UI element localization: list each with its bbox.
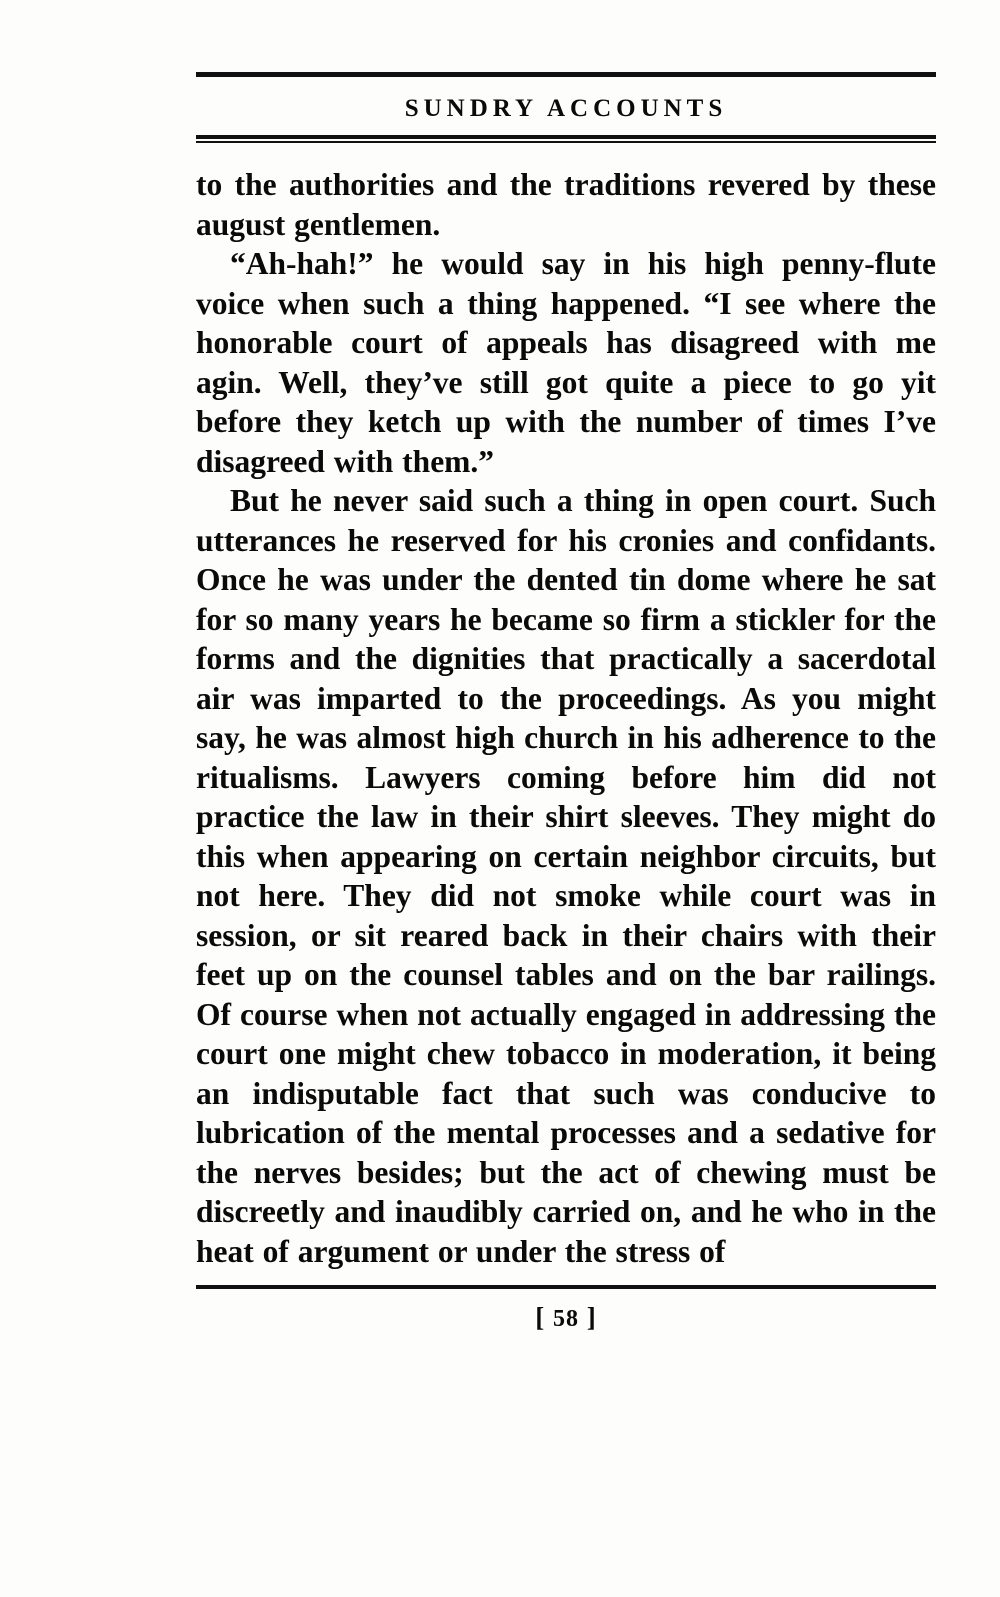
page-content — [196, 72, 936, 1333]
folio-close-bracket: ] — [586, 1302, 597, 1332]
folio-open-bracket: [ — [535, 1302, 546, 1332]
running-head: SUNDRY ACCOUNTS — [404, 95, 728, 122]
folio-number: 58 — [553, 1306, 579, 1332]
body-text — [196, 165, 936, 1271]
paragraph-3: But he never said such a thing in open court. Such utterances he reserved for his cronies and confidants. Once he was under the dented tin dome where he sat for so many years he became so firm a stickler for the forms and the dignities that practically a sacerdotal air was imparted to the proceedings. As you might say, he was almost high church in his adherence to the ritualisms. Lawyers coming before him did not practice the law in their shirt sleeves. They might do this when appearing on certain neighbor circuits, but not here. They did not smoke while court was in session, or sit reared back in their chairs with their feet up on the counsel tables and on the bar railings. Of course when not actually engaged in addressing the court one might chew tobacco in moderation, it being an indisputable fact that such was conducive to lubrication of the mental processes and a sedative for the nerves besides; but the act of chewing must be discreetly and inaudibly carried on, and he who in the heat of argument or under the stress of — [196, 483, 936, 1269]
paragraph-1: to the authorities and the traditions revered by these august gentlemen. — [196, 167, 936, 242]
page-folio — [196, 1289, 936, 1333]
paragraph-2: “Ah-hah!” he would say in his high penny-flute voice when such a thing happened. “I see where the honorable court of appeals has disagreed with me agin. Well, they’ve still got quite a piece to go yit before they ketch up with the number of times I’ve disagreed with them.” — [196, 246, 936, 479]
header-bottom-rule — [196, 135, 936, 143]
